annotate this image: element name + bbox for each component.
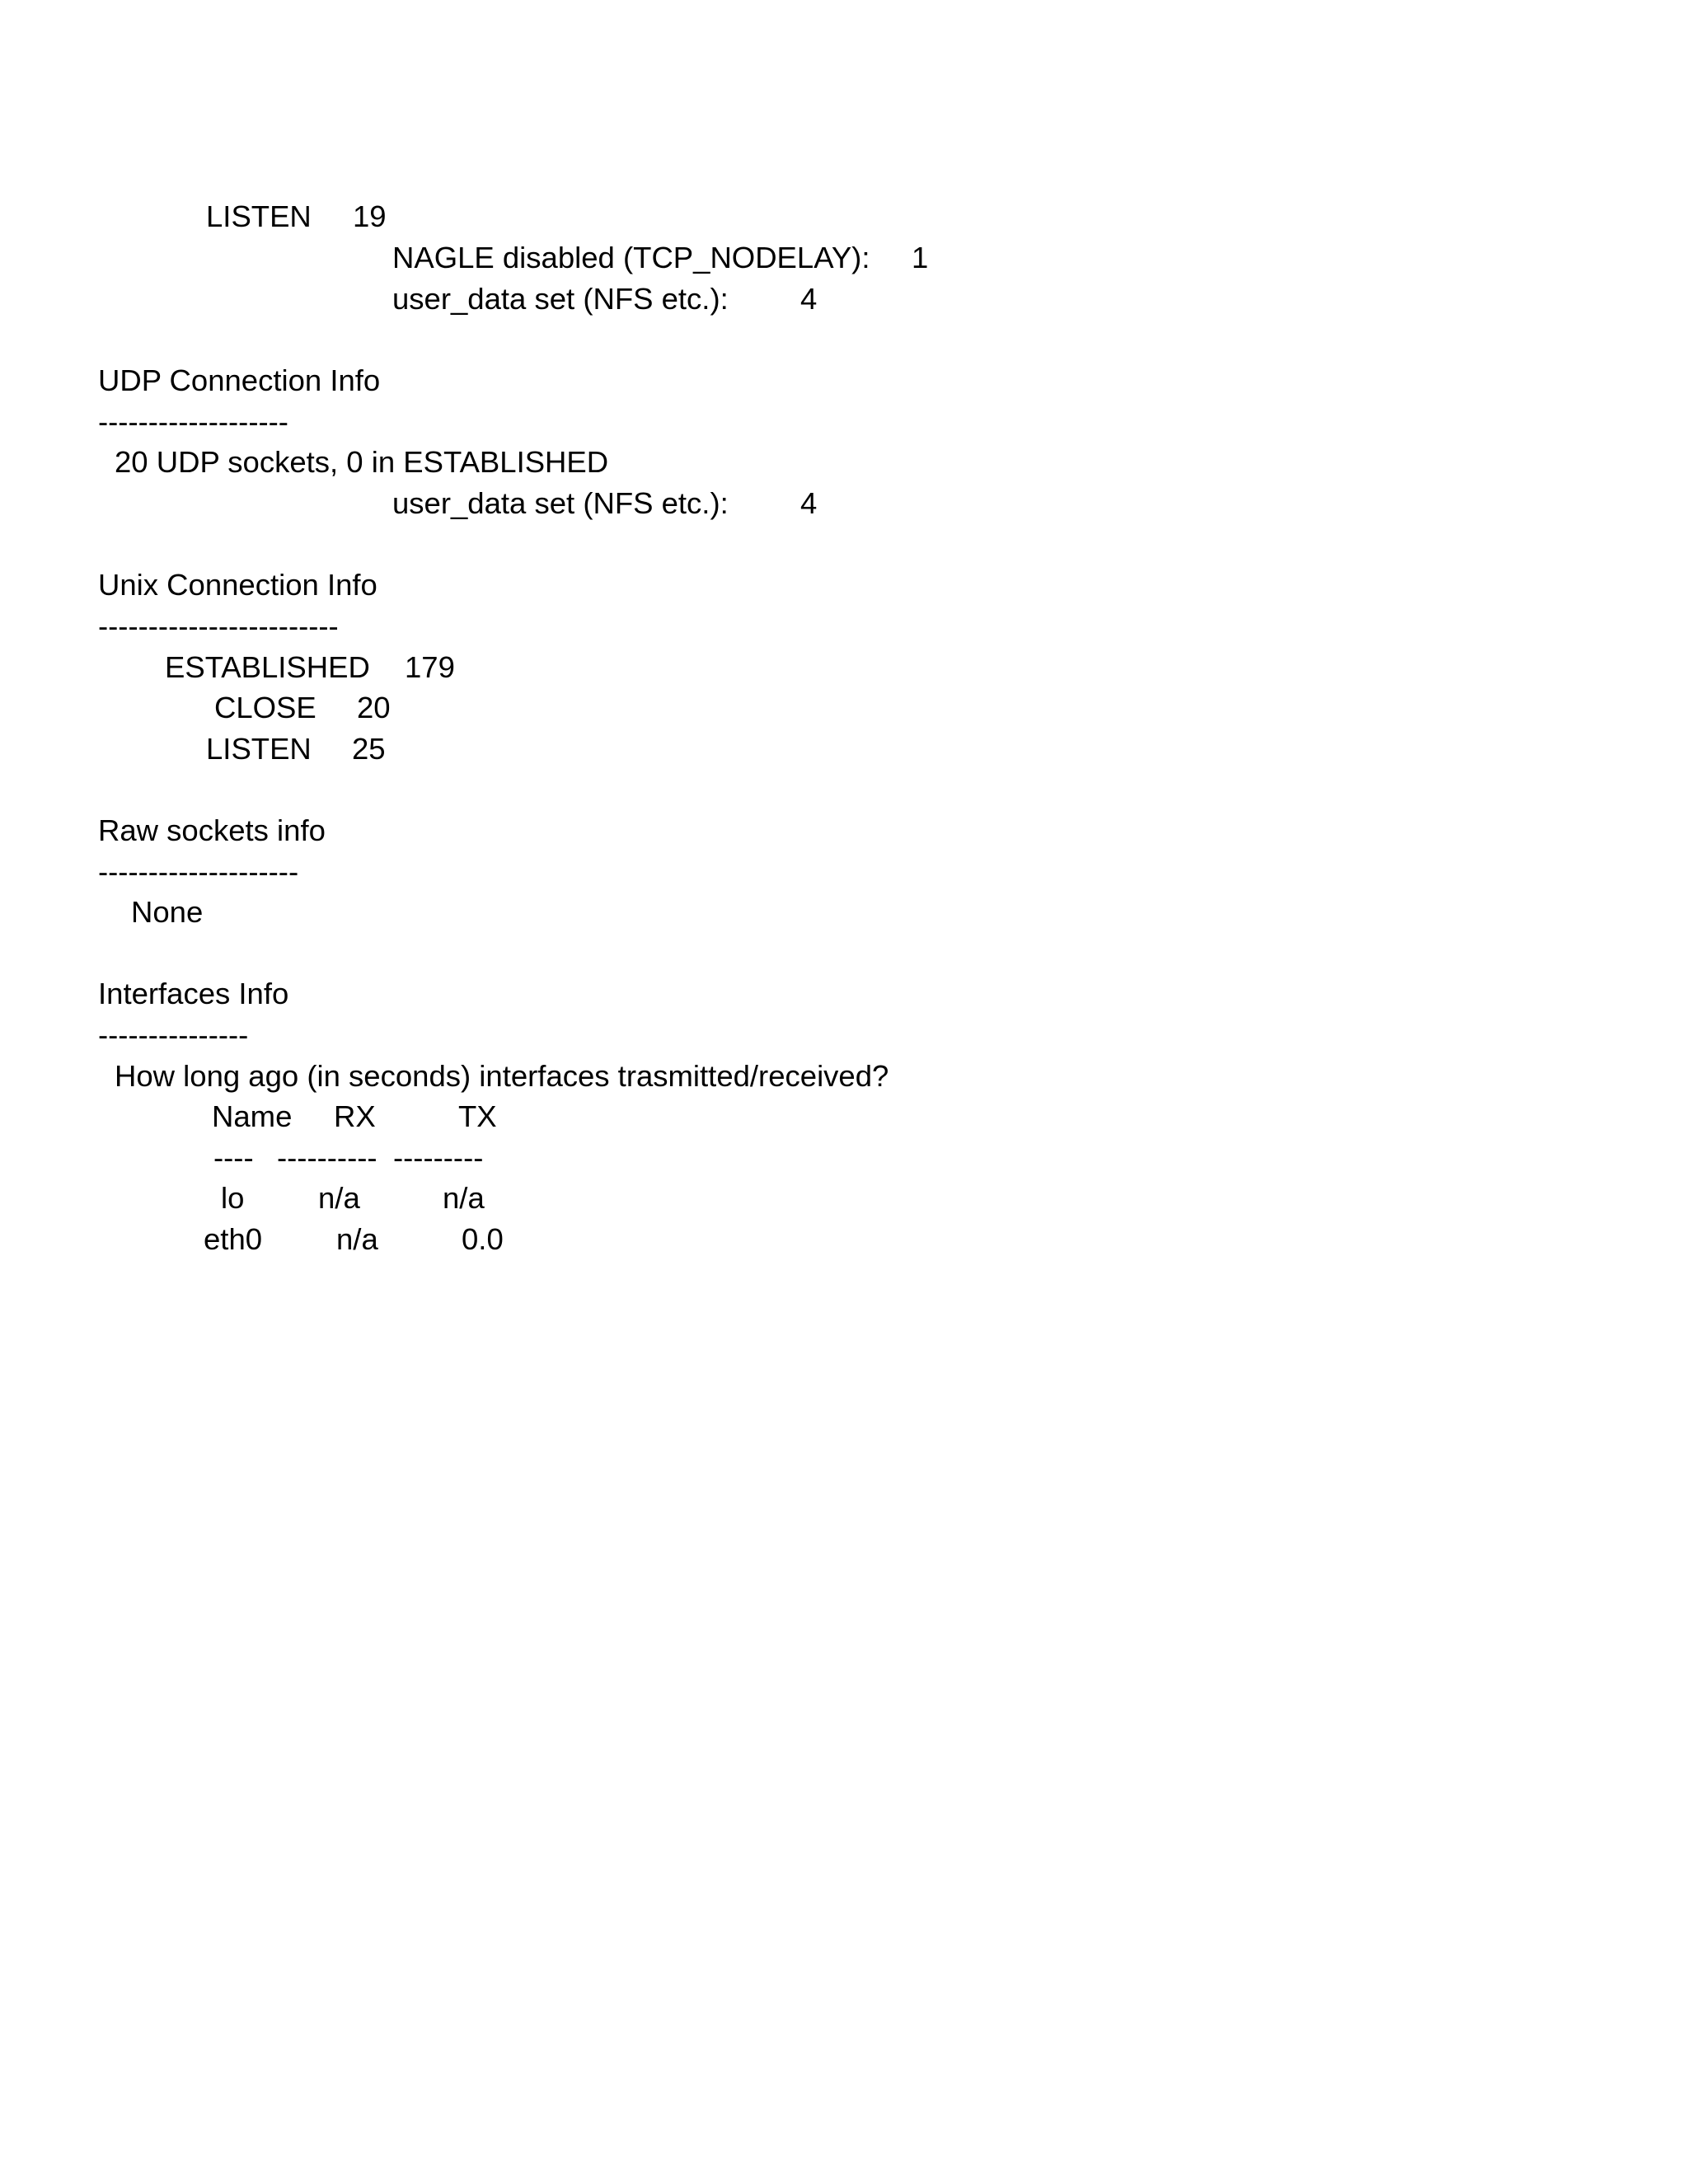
tcp-user-data-label: user_data set (NFS etc.): — [392, 282, 729, 316]
unix-state-count: 20 — [357, 691, 391, 724]
unix-state-count: 179 — [405, 650, 455, 684]
interface-rx: n/a — [318, 1181, 360, 1215]
udp-user-data-value: 4 — [800, 486, 818, 520]
interface-name: eth0 — [204, 1222, 263, 1256]
column-header-tx: TX — [458, 1099, 497, 1133]
udp-summary: 20 UDP sockets, 0 in ESTABLISHED — [115, 445, 609, 479]
raw-heading: Raw sockets info — [98, 813, 326, 847]
interfaces-question: How long ago (in seconds) interfaces trasmitted/received? — [115, 1059, 889, 1093]
column-separator: --------- — [393, 1141, 484, 1174]
unix-heading: Unix Connection Info — [98, 568, 377, 602]
column-header-rx: RX — [334, 1099, 376, 1133]
unix-state-label: CLOSE — [214, 691, 316, 724]
udp-underline: ------------------- — [98, 405, 288, 438]
udp-heading: UDP Connection Info — [98, 363, 381, 397]
nagle-label: NAGLE disabled (TCP_NODELAY): — [392, 241, 870, 274]
column-separator: ---------- — [277, 1141, 377, 1174]
column-header-name: Name — [212, 1099, 293, 1133]
nagle-value: 1 — [912, 241, 929, 274]
interface-rx: n/a — [336, 1222, 378, 1256]
tcp-listen-count: 19 — [353, 199, 387, 233]
interfaces-heading: Interfaces Info — [98, 977, 289, 1010]
interface-tx: 0.0 — [462, 1222, 504, 1256]
interface-tx: n/a — [443, 1181, 485, 1215]
unix-underline: ------------------------ — [98, 609, 339, 643]
tcp-listen-label: LISTEN — [206, 199, 312, 233]
column-separator: ---- — [213, 1141, 254, 1174]
unix-state-label: ESTABLISHED — [165, 650, 370, 684]
raw-value: None — [131, 895, 204, 929]
unix-state-label: LISTEN — [206, 732, 312, 766]
interfaces-underline: --------------- — [98, 1018, 249, 1052]
tcp-user-data-value: 4 — [800, 282, 818, 316]
udp-user-data-label: user_data set (NFS etc.): — [392, 486, 729, 520]
unix-state-count: 25 — [352, 732, 386, 766]
interface-name: lo — [221, 1181, 245, 1215]
raw-underline: -------------------- — [98, 855, 299, 888]
